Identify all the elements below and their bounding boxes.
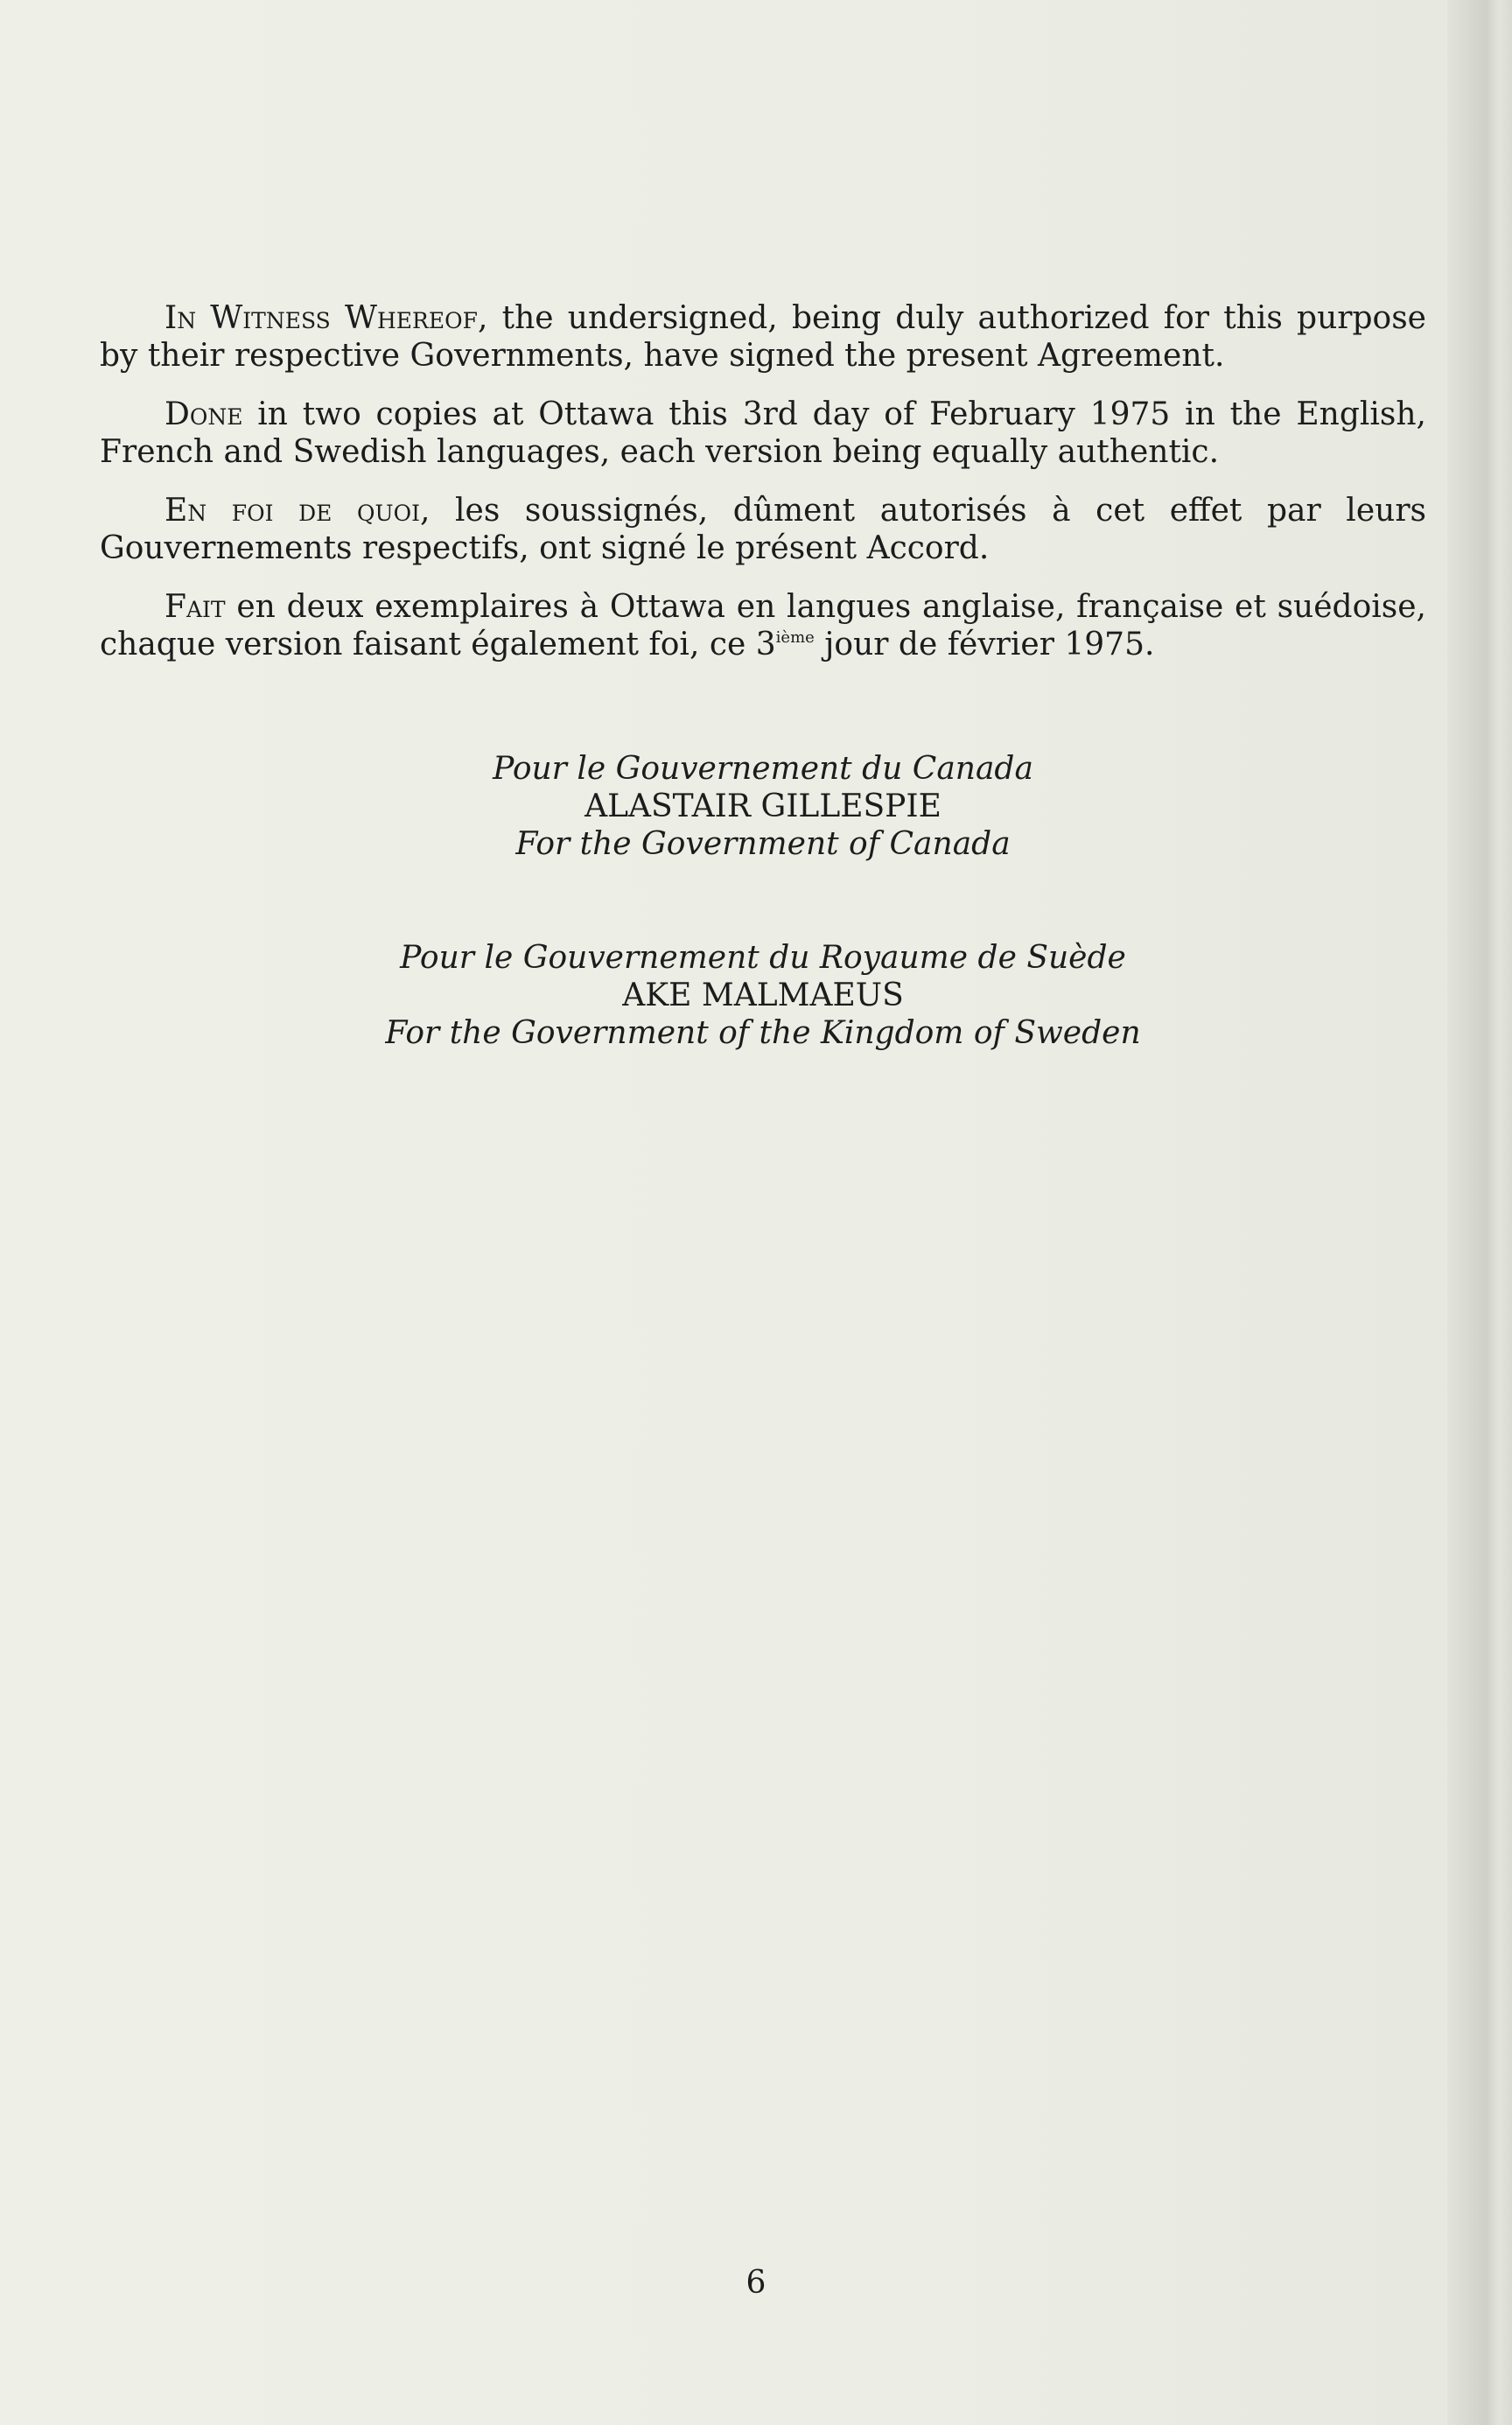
witness-paragraph-french xyxy=(100,492,1426,567)
done-text-english: in two copies at Ottawa this 3rd day of February 1975 in the English, French and Swedish languages, each version being equally authentic. xyxy=(100,396,1426,470)
done-lead-english: Done xyxy=(164,396,243,432)
binding-shadow xyxy=(1447,0,1512,2425)
signature-label-english: For the Government of the Kingdom of Sweden xyxy=(385,1015,1141,1051)
signatory-name: AKE MALMAEUS xyxy=(622,978,904,1013)
done-paragraph-french xyxy=(100,588,1426,663)
ordinal-suffix: ième xyxy=(775,628,815,647)
done-text-french-end: jour de février 1975. xyxy=(814,627,1155,662)
done-paragraph-english xyxy=(100,396,1426,471)
witness-text-english: , the undersigned, being duly authorized for this purpose by their respective Governments, have signed the present Agreement. xyxy=(100,300,1426,374)
witness-paragraph-english xyxy=(100,299,1426,375)
witness-text-french: , les soussignés, dûment autorisés à cet effet par leurs Gouvernements respectifs, ont signé le présent Accord. xyxy=(100,493,1426,566)
witness-lead-english: In Witness Whereof xyxy=(164,300,478,336)
signature-label-french: Pour le Gouvernement du Royaume de Suède xyxy=(400,940,1126,976)
page-number: 6 xyxy=(746,2265,766,2301)
signature-block-sweden xyxy=(100,939,1426,1052)
signatory-name: ALASTAIR GILLESPIE xyxy=(584,788,942,824)
done-text-french: en deux exemplaires à Ottawa en langues anglaise, française et suédoise, chaque version faisant également foi, ce 3 xyxy=(100,589,1426,662)
signature-block-canada xyxy=(100,750,1426,863)
done-lead-french: Fait xyxy=(164,589,226,625)
signature-label-english: For the Government of Canada xyxy=(515,826,1011,862)
witness-lead-french: En foi de quoi xyxy=(164,493,420,529)
treaty-text xyxy=(100,299,1426,684)
signature-label-french: Pour le Gouvernement du Canada xyxy=(493,751,1033,787)
